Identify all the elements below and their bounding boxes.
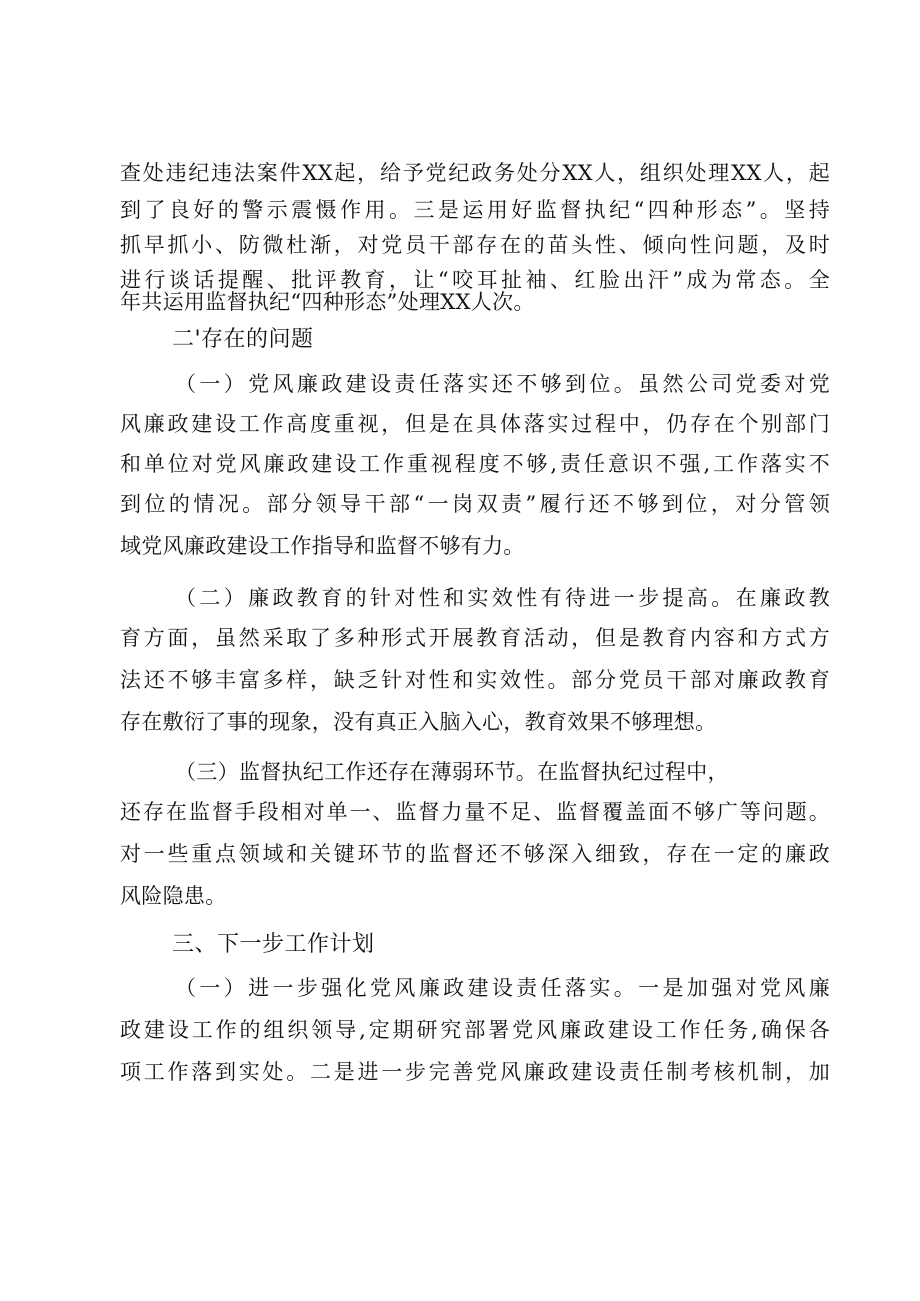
paragraph-5-line-1: （一）进一步强化党风廉政建设责任落实。一是加强对党风廉 (175, 976, 830, 1000)
paragraph-1-line-5: 年共运用监督执纪“四种形态”处理XX人次。 (120, 290, 535, 314)
paragraph-1-line-1: 查处违纪违法案件XX起，给予党纪政务处分XX人，组织处理XX人，起 (120, 161, 830, 185)
paragraph-4-line-4: 风险隐患。 (120, 884, 227, 908)
paragraph-5-line-3: 项工作落到实处。二是进一步完善党风廉政建设责任制考核机制，加 (120, 1060, 830, 1084)
paragraph-4-line-2: 还存在监督手段相对单一、监督力量不足、监督覆盖面不够广等问题。 (120, 800, 830, 824)
paragraph-2-line-1: （一）党风廉政建设责任落实还不够到位。虽然公司党委对党 (175, 372, 830, 396)
paragraph-3-line-2: 育方面，虽然采取了多种形式开展教育活动，但是教育内容和方式方 (120, 626, 830, 650)
paragraph-1-line-3: 抓早抓小、防微杜渐，对党员干部存在的苗头性、倾向性问题，及时 (120, 233, 830, 257)
paragraph-3-line-1: （二）廉政教育的针对性和实效性有待进一步提高。在廉政教 (175, 586, 830, 610)
paragraph-2-line-4: 到位的情况。部分领导干部“一岗双责”履行还不够到位，对分管领 (120, 492, 830, 516)
paragraph-3-line-3: 法还不够丰富多样，缺乏针对性和实效性。部分党员干部对廉政教育 (120, 668, 830, 692)
paragraph-1-line-4: 进行谈话提醒、批评教育，让“咬耳扯袖、红脸出汗”成为常态。全 (120, 268, 830, 292)
paragraph-2-line-5: 域党风廉政建设工作指导和监督不够有力。 (120, 534, 525, 558)
paragraph-4-line-3: 对一些重点领域和关键环节的监督还不够深入细致，存在一定的廉政 (120, 842, 830, 866)
paragraph-4-line-1: （三）监督执纪工作还存在薄弱环节。在监督执纪过程中， (175, 760, 729, 784)
paragraph-3-line-4: 存在敷衍了事的现象，没有真正入脑入心，教育效果不够理想。 (120, 710, 717, 734)
paragraph-1-line-2: 到了良好的警示震慑作用。三是运用好监督执纪“四种形态”。坚持 (120, 198, 830, 222)
paragraph-2-line-2: 风廉政建设工作高度重视，但是在具体落实过程中，仍存在个别部门 (120, 412, 830, 436)
paragraph-2-line-3: 和单位对党风廉政建设工作重视程度不够,责任意识不强,工作落实不 (120, 452, 830, 476)
section-heading-next-plan: 三、下一步工作计划 (172, 932, 375, 957)
section-heading-problems: 二'存在的问题 (172, 327, 314, 352)
paragraph-5-line-2: 政建设工作的组织领导,定期研究部署党风廉政建设工作任务,确保各 (120, 1018, 830, 1042)
